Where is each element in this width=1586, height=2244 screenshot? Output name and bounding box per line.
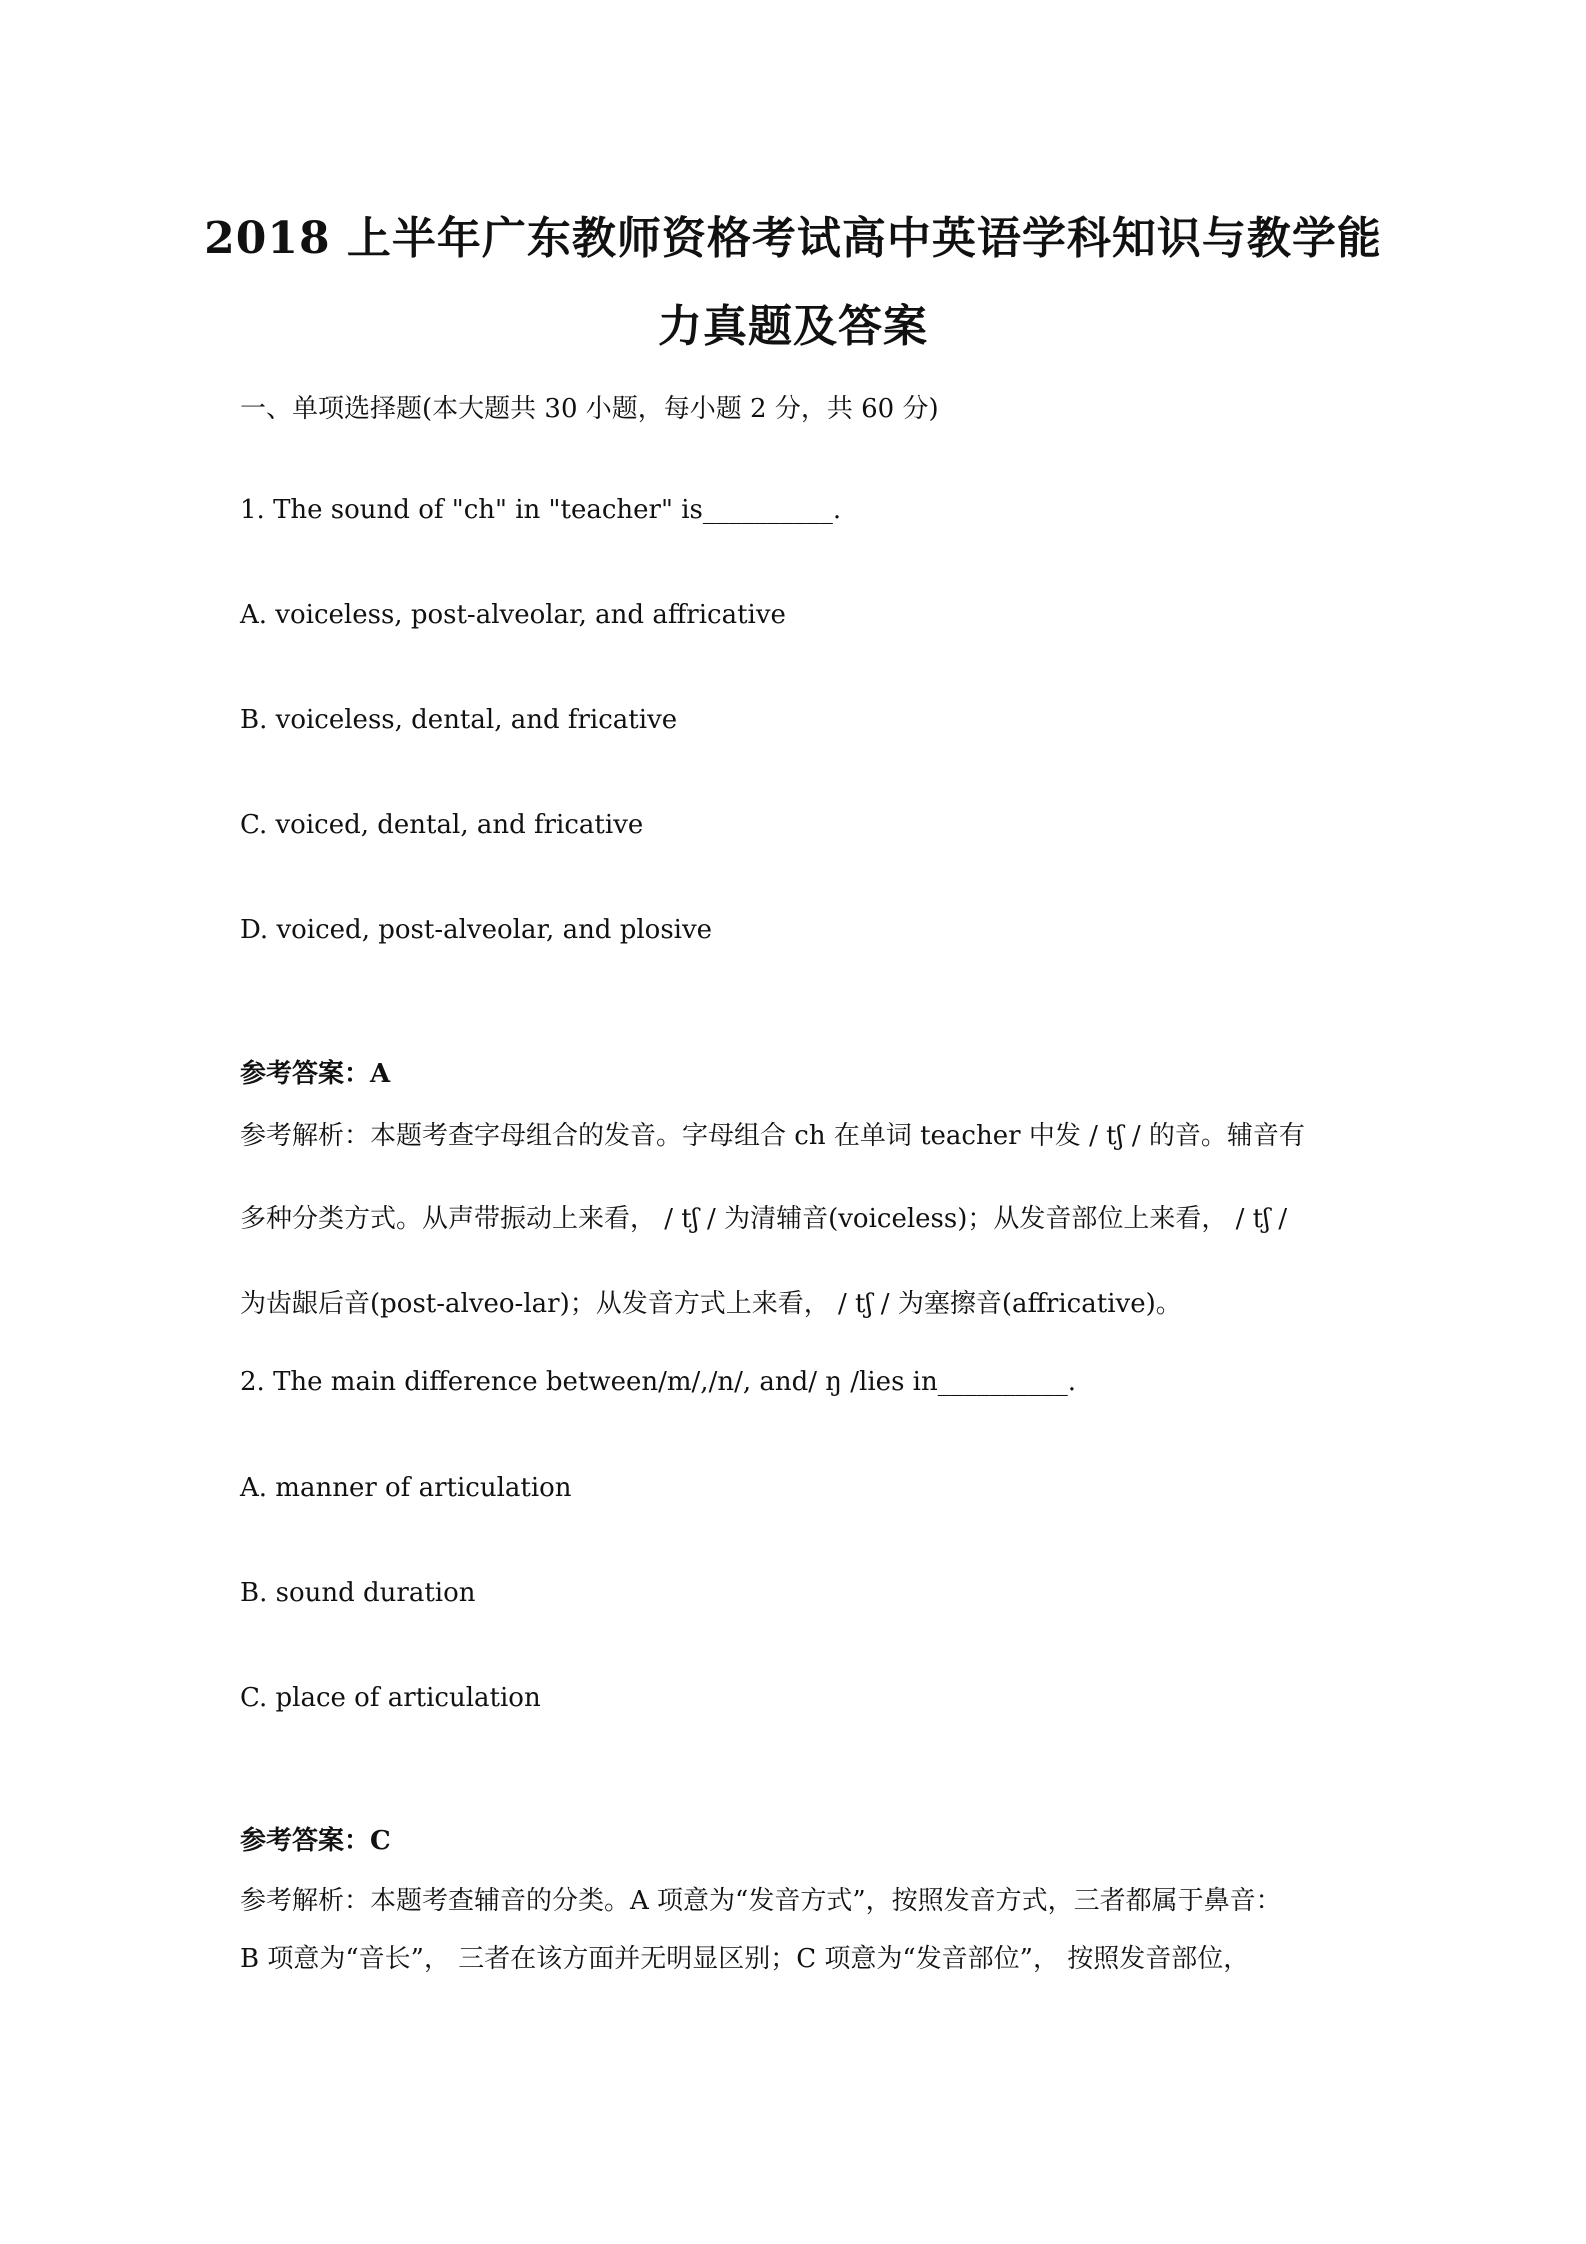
question-2-option-c: C. place of articulation bbox=[240, 1683, 541, 1713]
question-2-option-b: B. sound duration bbox=[240, 1578, 476, 1608]
question-1-stem: 1. The sound of "ch" in "teacher" is__________. bbox=[240, 495, 842, 525]
question-1-explanation-line-2: 多种分类方式。从声带振动上来看， / tʃ / 为清辅音(voiceless)；从发音部位上来看， / tʃ / bbox=[240, 1204, 1288, 1234]
question-1-option-b: B. voiceless, dental, and fricative bbox=[240, 705, 678, 735]
question-2-stem: 2. The main difference between/m/,/n/, and/ ŋ /lies in__________. bbox=[240, 1367, 1076, 1397]
question-1-option-c: C. voiced, dental, and fricative bbox=[240, 810, 644, 840]
question-1-explanation-line-1: 参考解析：本题考查字母组合的发音。字母组合 ch 在单词 teacher 中发 / tʃ / 的音。辅音有 bbox=[240, 1121, 1305, 1151]
question-1-option-d: D. voiced, post-alveolar, and plosive bbox=[240, 915, 713, 945]
question-2-answer: 参考答案：C bbox=[240, 1826, 391, 1856]
section-heading: 一、单项选择题(本大题共 30 小题，每小题 2 分，共 60 分) bbox=[240, 394, 939, 424]
question-2-explanation-line-1: 参考解析：本题考查辅音的分类。A 项意为“发音方式”，按照发音方式，三者都属于鼻音： bbox=[240, 1886, 1282, 1916]
document-title-line-1: 2018 上半年广东教师资格考试高中英语学科知识与教学能 bbox=[204, 213, 1382, 264]
question-2-explanation-line-2: B 项意为“音长”， 三者在该方面并无明显区别；C 项意为“发音部位”， 按照发音部位， bbox=[240, 1944, 1250, 1974]
document-title-line-2: 力真题及答案 bbox=[658, 301, 928, 352]
question-1-option-a: A. voiceless, post-alveolar, and affricative bbox=[240, 600, 786, 630]
question-1-answer: 参考答案：A bbox=[240, 1059, 391, 1089]
question-1-explanation-line-3: 为齿龈后音(post-alveo-lar)；从发音方式上来看， / tʃ / 为塞擦音(affricative)。 bbox=[240, 1289, 1182, 1319]
question-2-option-a: A. manner of articulation bbox=[240, 1473, 572, 1503]
